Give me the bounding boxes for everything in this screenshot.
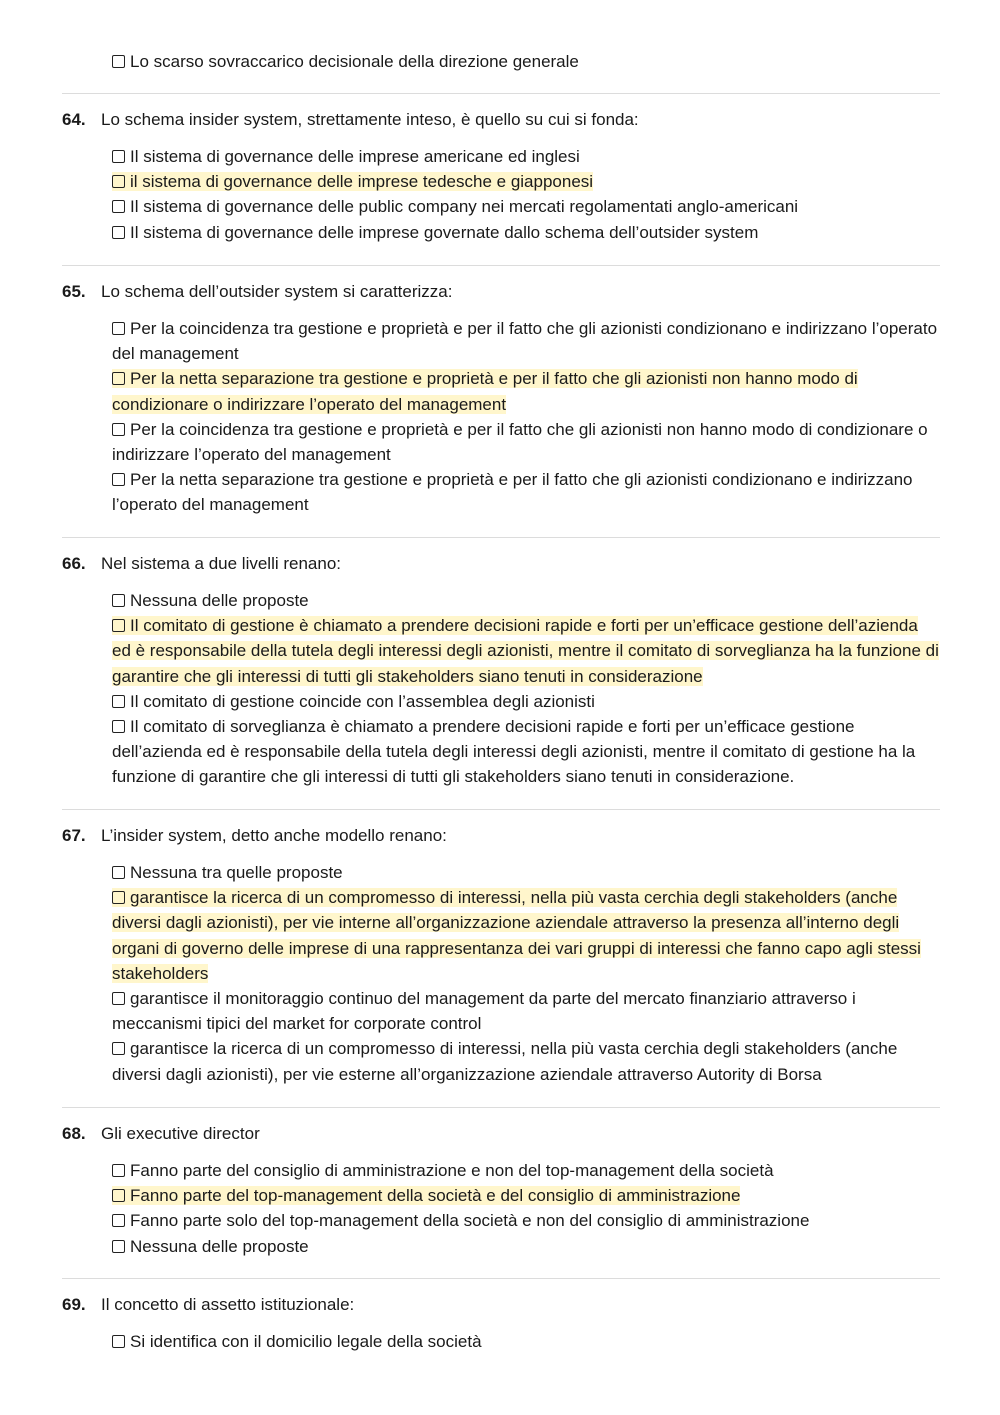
option-text: garantisce il monitoraggio continuo del management da parte del mercato finanziario attraverso i meccanismi tipici del market for corporate control xyxy=(112,989,856,1034)
answer-option-correct[interactable] xyxy=(112,885,940,986)
option-text: Fanno parte del top-management della società e del consiglio di amministrazione xyxy=(130,1186,741,1206)
answer-option-correct[interactable] xyxy=(112,366,940,416)
option-text: Nessuna delle proposte xyxy=(130,591,309,610)
checkbox-icon[interactable] xyxy=(112,200,125,213)
option-text: Il sistema di governance delle public company nei mercati regolamentati anglo-americani xyxy=(130,197,799,217)
answer-option-correct[interactable] xyxy=(112,169,940,194)
answer-option[interactable] xyxy=(112,986,940,1036)
question-number: 65. xyxy=(62,282,86,301)
checkbox-icon[interactable] xyxy=(112,891,125,904)
question-text: Gli executive director xyxy=(101,1124,260,1143)
question-separator xyxy=(62,809,940,810)
answer-option[interactable] xyxy=(112,1036,940,1086)
answer-option[interactable] xyxy=(112,714,940,790)
lead-option-list xyxy=(62,49,940,74)
highlight-mark xyxy=(112,616,939,685)
question-68 xyxy=(62,1122,940,1259)
checkbox-icon[interactable] xyxy=(112,423,125,436)
checkbox-icon[interactable] xyxy=(112,695,125,708)
option-text: Il sistema di governance delle imprese americane ed inglesi xyxy=(130,147,580,166)
checkbox-icon[interactable] xyxy=(112,473,125,486)
answer-option[interactable] xyxy=(112,467,940,517)
question-66 xyxy=(62,552,940,790)
answer-option[interactable] xyxy=(112,1329,940,1354)
answer-option[interactable] xyxy=(112,49,940,74)
checkbox-icon[interactable] xyxy=(112,866,125,879)
option-text: Per la coincidenza tra gestione e proprietà e per il fatto che gli azionisti condizionano e indirizzano l’operato del management xyxy=(112,319,938,364)
checkbox-icon[interactable] xyxy=(112,594,125,607)
question-number: 64. xyxy=(62,110,86,129)
checkbox-icon[interactable] xyxy=(112,226,125,239)
checkbox-icon[interactable] xyxy=(112,55,125,68)
option-text: Fanno parte solo del top-management della società e non del consiglio di amministrazione xyxy=(130,1211,810,1231)
question-text: Il concetto di assetto istituzionale: xyxy=(101,1295,355,1314)
option-text: Il sistema di governance delle imprese governate dallo schema dell’outsider system xyxy=(130,222,759,242)
answer-option[interactable] xyxy=(112,1208,940,1233)
answer-option[interactable] xyxy=(112,588,940,613)
option-text: Il comitato di gestione coincide con l’assemblea degli azionisti xyxy=(130,691,595,711)
answer-option[interactable] xyxy=(112,194,940,219)
checkbox-icon[interactable] xyxy=(112,720,125,733)
option-text: Lo scarso sovraccarico decisionale della direzione generale xyxy=(130,52,579,71)
question-separator xyxy=(62,1278,940,1279)
checkbox-icon[interactable] xyxy=(112,1189,125,1202)
question-text: Lo schema dell’outsider system si caratterizza: xyxy=(101,282,453,301)
highlight-mark xyxy=(112,888,921,983)
answer-option[interactable] xyxy=(112,316,940,366)
answer-option[interactable] xyxy=(112,689,940,714)
question-64 xyxy=(62,108,940,245)
checkbox-icon[interactable] xyxy=(112,322,125,335)
option-text: Per la netta separazione tra gestione e proprietà e per il fatto che gli azionisti condizionano e indirizzano l’operato del management xyxy=(112,470,913,515)
question-67 xyxy=(62,824,940,1087)
answer-option[interactable] xyxy=(112,220,940,245)
option-text: Si identifica con il domicilio legale della società xyxy=(130,1332,482,1351)
question-separator xyxy=(62,1107,940,1108)
answer-option[interactable] xyxy=(112,144,940,169)
option-text: Il comitato di sorveglianza è chiamato a prendere decisioni rapide e forti per un’efficace gestione dell’azienda ed è responsabile della tutela degli interessi degli azionisti, mentre il comitato di gestione ha la funzione di garantire che gli interessi di tutti gli stakeholders siano tenuti in considerazione. xyxy=(112,717,916,787)
question-65 xyxy=(62,280,940,518)
highlight-mark xyxy=(112,172,593,191)
question-number: 66. xyxy=(62,554,86,573)
question-number: 69. xyxy=(62,1295,86,1314)
option-text: garantisce la ricerca di un compromesso di interessi, nella più vasta cerchia degli stakeholders (anche diversi dagli azionisti), per vie esterne all’organizzazione aziendale attraverso Autority di Borsa xyxy=(112,1039,898,1084)
question-number: 68. xyxy=(62,1124,86,1143)
answer-option[interactable] xyxy=(112,417,940,467)
question-69 xyxy=(62,1293,940,1354)
highlight-mark xyxy=(112,369,858,413)
checkbox-icon[interactable] xyxy=(112,1042,125,1055)
answer-option-correct[interactable] xyxy=(112,1183,940,1208)
option-text: il sistema di governance delle imprese tedesche e giapponesi xyxy=(130,172,594,192)
checkbox-icon[interactable] xyxy=(112,1214,125,1227)
checkbox-icon[interactable] xyxy=(112,992,125,1005)
question-text: L’insider system, detto anche modello renano: xyxy=(101,826,447,845)
question-separator xyxy=(62,93,940,94)
checkbox-icon[interactable] xyxy=(112,1240,125,1253)
option-text: Per la netta separazione tra gestione e proprietà e per il fatto che gli azionisti non hanno modo di condizionare o indirizzare l’operato del management xyxy=(112,369,858,414)
option-text: garantisce la ricerca di un compromesso di interessi, nella più vasta cerchia degli stakeholders (anche diversi dagli azionisti), per vie interne all’organizzazione aziendale attraverso la presenza all’interno degli organi di governo delle imprese di una rappresentanza dei vari gruppi di interessi che fanno capo agli stessi stakeholders xyxy=(112,888,921,983)
question-number: 67. xyxy=(62,826,86,845)
question-separator xyxy=(62,265,940,266)
checkbox-icon[interactable] xyxy=(112,619,125,632)
option-text: Per la coincidenza tra gestione e proprietà e per il fatto che gli azionisti non hanno modo di condizionare o indirizzare l’operato del management xyxy=(112,419,928,465)
question-text: Nel sistema a due livelli renano: xyxy=(101,554,342,573)
answer-option[interactable] xyxy=(112,860,940,885)
question-text: Lo schema insider system, strettamente inteso, è quello su cui si fonda: xyxy=(101,110,639,129)
option-text: Fanno parte del consiglio di amministrazione e non del top-management della società xyxy=(130,1161,774,1180)
checkbox-icon[interactable] xyxy=(112,1335,125,1348)
option-text: Nessuna delle proposte xyxy=(130,1236,309,1256)
answer-option-correct[interactable] xyxy=(112,613,940,689)
option-text: Il comitato di gestione è chiamato a prendere decisioni rapide e forti per un’efficace gestione dell’azienda ed è responsabile della tutela degli interessi degli azionisti, mentre il comitato di sorveglianza ha la funzione di garantire che gli interessi di tutti gli stakeholders siano tenuti in considerazione xyxy=(112,616,939,686)
checkbox-icon[interactable] xyxy=(112,372,125,385)
checkbox-icon[interactable] xyxy=(112,175,125,188)
answer-option[interactable] xyxy=(112,1234,940,1259)
answer-option[interactable] xyxy=(112,1158,940,1183)
checkbox-icon[interactable] xyxy=(112,1164,125,1177)
highlight-mark xyxy=(112,1186,740,1205)
question-separator xyxy=(62,537,940,538)
checkbox-icon[interactable] xyxy=(112,150,125,163)
option-text: Nessuna tra quelle proposte xyxy=(130,863,343,882)
